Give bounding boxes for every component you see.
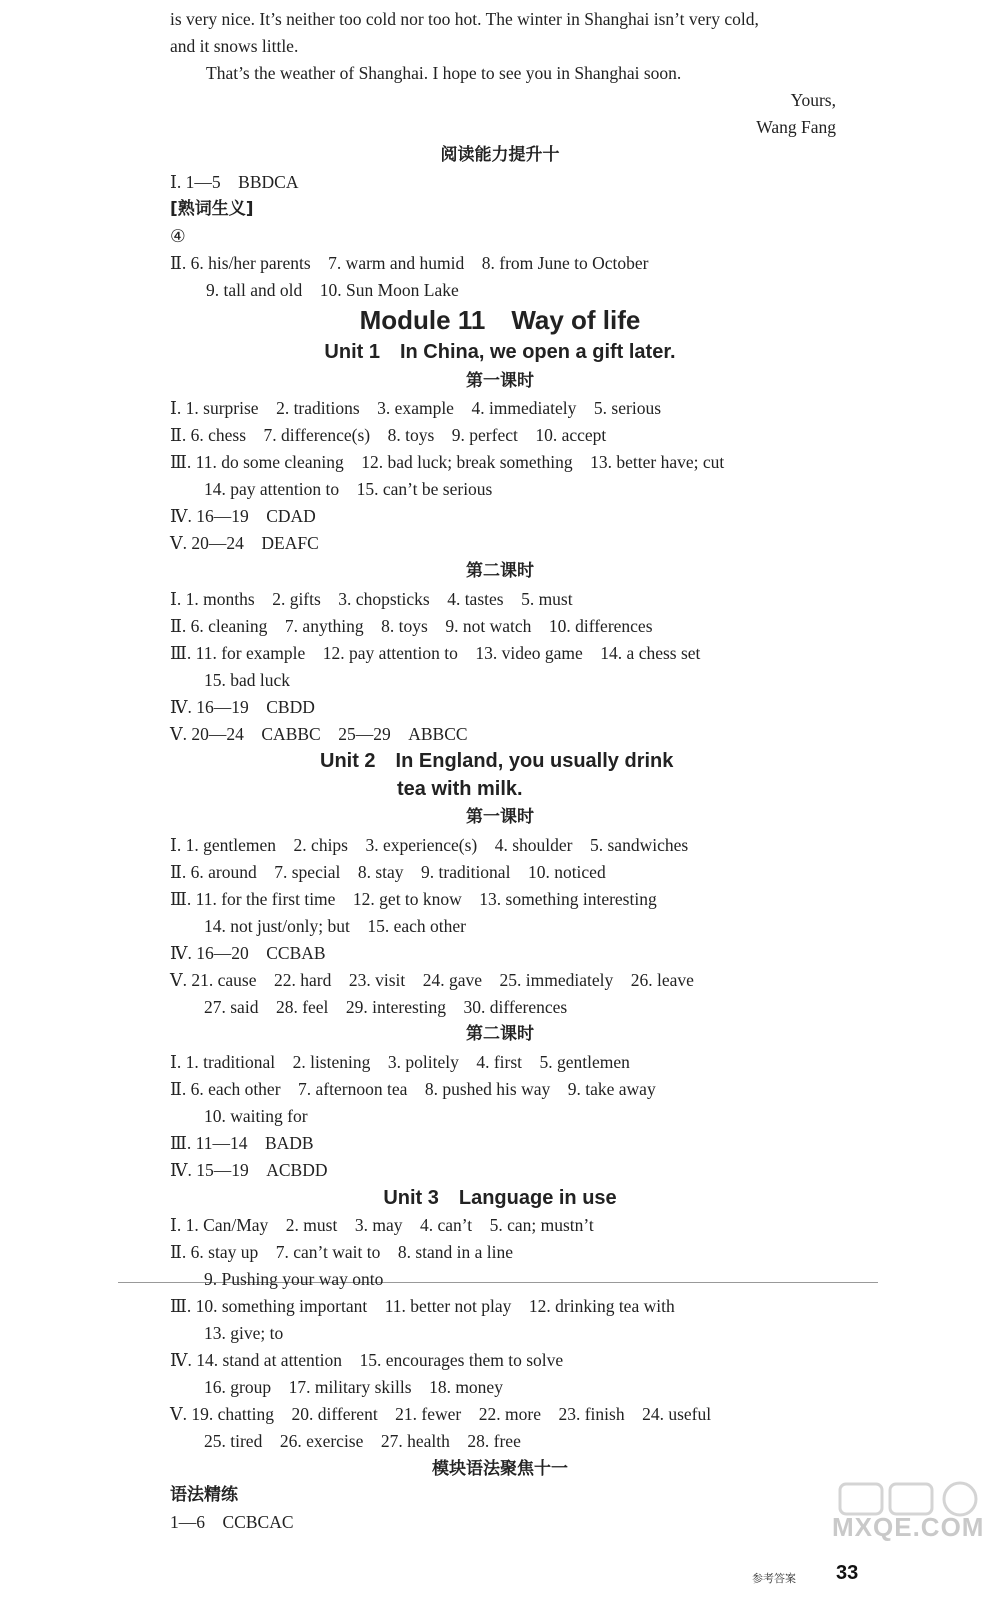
page-number: 33 <box>836 1562 859 1584</box>
reading-circled-mark: ④ <box>170 226 186 246</box>
unit1-lesson1-line: Ⅲ. 11. do some cleaning 12. bad luck; break something 13. better have; cut <box>170 452 725 472</box>
unit2-lesson1-line: Ⅰ. 1. gentlemen 2. chips 3. experience(s) 4. shoulder 5. sandwiches <box>170 835 689 855</box>
reading-answer-2b: 9. tall and old 10. Sun Moon Lake <box>206 280 459 300</box>
unit1-lesson2-line: 15. bad luck <box>204 670 291 690</box>
unit2-lesson1-line: Ⅲ. 11. for the first time 12. get to know 13. something interesting <box>170 889 657 909</box>
unit3-line: 25. tired 26. exercise 27. health 28. free <box>204 1431 521 1451</box>
unit1-lesson2-title: 第二课时 <box>466 561 534 581</box>
unit2-lesson2-line: Ⅱ. 6. each other 7. afternoon tea 8. pushed his way 9. take away <box>170 1079 656 1099</box>
letter-closing: Yours, <box>790 90 836 110</box>
unit1-lesson2-line: Ⅲ. 11. for example 12. pay attention to 13. video game 14. a chess set <box>170 643 701 663</box>
unit3-line: Ⅱ. 6. stay up 7. can’t wait to 8. stand in a line <box>170 1242 514 1262</box>
letter-line-2: and it snows little. <box>170 36 299 56</box>
unit2-lesson1-line: Ⅴ. 21. cause 22. hard 23. visit 24. gave 25. immediately 26. leave <box>170 970 694 990</box>
unit2-lesson2-line: Ⅲ. 11—14 BADB <box>170 1133 314 1153</box>
unit2-lesson1-line: Ⅳ. 16—20 CCBAB <box>170 943 326 963</box>
unit2-lesson1-title: 第一课时 <box>466 807 534 827</box>
reading-answer-1: Ⅰ. 1—5 BBDCA <box>170 172 299 192</box>
unit1-lesson2-line: Ⅰ. 1. months 2. gifts 3. chopsticks 4. tastes 5. must <box>170 589 573 609</box>
unit3-title: Unit 3 Language in use <box>383 1187 617 1209</box>
watermark-text: MXQE.COM <box>832 1512 985 1542</box>
grammar-subtitle: 语法精练 <box>170 1485 238 1505</box>
unit1-lesson1-line: Ⅳ. 16—19 CDAD <box>170 506 316 526</box>
reading-section-title: 阅读能力提升十 <box>440 145 560 165</box>
unit1-lesson2-line: Ⅳ. 16—19 CBDD <box>170 697 315 717</box>
unit2-lesson1-line: Ⅱ. 6. around 7. special 8. stay 9. traditional 10. noticed <box>170 862 606 882</box>
grammar-answer: 1—6 CCBCAC <box>170 1512 294 1532</box>
unit1-lesson1-line: Ⅰ. 1. surprise 2. traditions 3. example 4. immediately 5. serious <box>170 398 661 418</box>
footer-label: 参考答案 <box>752 1572 796 1585</box>
reading-tag: [熟词生义] <box>170 199 254 219</box>
unit1-title: Unit 1 In China, we open a gift later. <box>324 341 676 363</box>
letter-signature: Wang Fang <box>756 117 836 137</box>
unit1-lesson2-line: Ⅴ. 20—24 CABBC 25—29 ABBCC <box>170 724 468 744</box>
unit2-lesson1-line: 14. not just/only; but 15. each other <box>204 916 466 936</box>
letter-line-3: That’s the weather of Shanghai. I hope to see you in Shanghai soon. <box>206 63 682 83</box>
unit3-line: Ⅲ. 10. something important 11. better not play 12. drinking tea with <box>170 1296 675 1316</box>
unit2-lesson2-line: 10. waiting for <box>204 1106 308 1126</box>
unit1-lesson1-line: Ⅱ. 6. chess 7. difference(s) 8. toys 9. perfect 10. accept <box>170 425 607 445</box>
unit3-line: 9. Pushing your way onto <box>204 1269 384 1289</box>
unit3-line: Ⅳ. 14. stand at attention 15. encourages them to solve <box>170 1350 564 1370</box>
reading-answer-2a: Ⅱ. 6. his/her parents 7. warm and humid 8. from June to October <box>170 253 649 273</box>
grammar-section-title: 模块语法聚焦十一 <box>432 1459 568 1479</box>
unit2-title-line-2: tea with milk. <box>397 778 523 800</box>
unit3-line: 13. give; to <box>204 1323 284 1343</box>
unit2-lesson1-line: 27. said 28. feel 29. interesting 30. differences <box>204 997 568 1017</box>
unit1-lesson1-line: 14. pay attention to 15. can’t be serious <box>204 479 493 499</box>
module-title: Module 11 Way of life <box>359 305 641 335</box>
unit3-line: Ⅴ. 19. chatting 20. different 21. fewer 22. more 23. finish 24. useful <box>170 1404 712 1424</box>
unit2-lesson2-line: Ⅳ. 15—19 ACBDD <box>170 1160 328 1180</box>
unit1-lesson2-line: Ⅱ. 6. cleaning 7. anything 8. toys 9. not watch 10. differences <box>170 616 653 636</box>
unit3-line: 16. group 17. military skills 18. money <box>204 1377 503 1397</box>
unit1-lesson1-title: 第一课时 <box>466 371 534 391</box>
unit3-line: Ⅰ. 1. Can/May 2. must 3. may 4. can’t 5. can; mustn’t <box>170 1215 594 1235</box>
unit2-lesson2-line: Ⅰ. 1. traditional 2. listening 3. politely 4. first 5. gentlemen <box>170 1052 630 1072</box>
letter-line-1: is very nice. It’s neither too cold nor too hot. The winter in Shanghai isn’t very cold, <box>170 9 759 29</box>
unit2-lesson2-title: 第二课时 <box>466 1024 534 1044</box>
unit1-lesson1-line: Ⅴ. 20—24 DEAFC <box>170 533 319 553</box>
unit2-title-line-1: Unit 2 In England, you usually drink <box>320 750 674 772</box>
